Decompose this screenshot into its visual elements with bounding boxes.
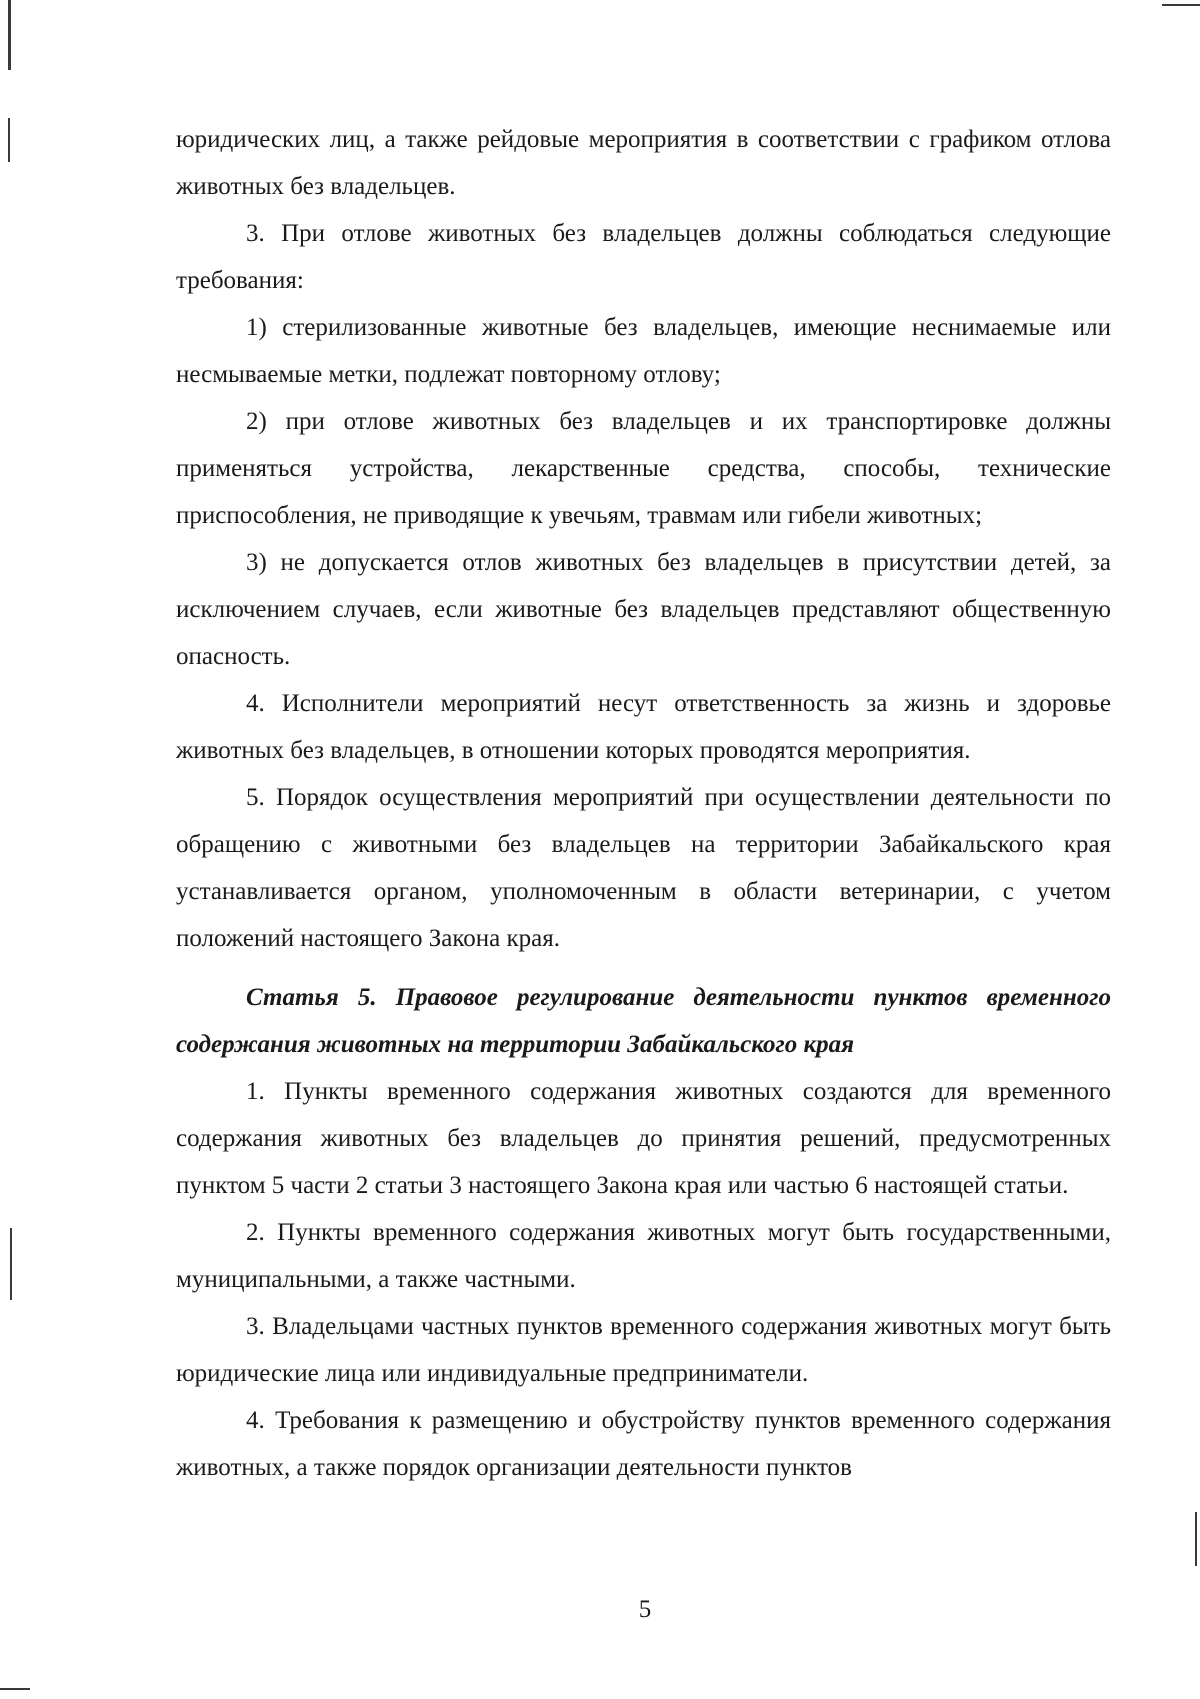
article-paragraph: 3. Владельцами частных пунктов временного содержания животных могут быть юридические лица или индивидуальные предприниматели. [176,1313,1111,1387]
article-paragraph: 4. Требования к размещению и обустройству пунктов временного содержания животных, а также порядок организации деятельности пунктов [176,1407,1111,1481]
list-item-paragraph: 1) стерилизованные животные без владельцев, имеющие неснимаемые или несмываемые метки, подлежат повторному отлову; [176,314,1111,388]
list-item-paragraph: 3) не допускается отлов животных без владельцев в присутствии детей, за исключением случаев, если животные без владельцев представляют общественную опасность. [176,549,1111,670]
scan-margin-mark [1195,1512,1197,1566]
paragraph: 4. Исполнители мероприятий несут ответственность за жизнь и здоровье животных без владельцев, в отношении которых проводятся мероприятия. [176,690,1111,764]
paragraph: 5. Порядок осуществления мероприятий при осуществлении деятельности по обращению с животными без владельцев на территории Забайкальского края устанавливается органом, уполномоченным в области ветеринарии, с учетом положений настоящего Закона края. [176,784,1111,952]
page-number: 5 [638,1596,652,1623]
scan-margin-mark [8,0,11,70]
paragraph-continuation: юридических лиц, а также рейдовые мероприятия в соответствии с графиком отлова животных без владельцев. [176,126,1111,200]
article-heading: Статья 5. Правовое регулирование деятельности пунктов временного содержания животных на территории Забайкальского края [176,984,1111,1058]
article-paragraph: 1. Пункты временного содержания животных создаются для временного содержания животных без владельцев до принятия решений, предусмотренных пунктом 5 части 2 статьи 3 настоящего Закона края или частью 6 настоящей статьи. [176,1078,1111,1199]
article-paragraph: 2. Пункты временного содержания животных могут быть государственными, муниципальными, а также частными. [176,1219,1111,1293]
scan-margin-mark [1162,4,1200,6]
list-item-paragraph: 2) при отлове животных без владельцев и их транспортировке должны применяться устройства, лекарственные средства, способы, технические приспособления, не приводящие к увечьям, травмам или гибели животных; [176,408,1111,529]
paragraph: 3. При отлове животных без владельцев должны соблюдаться следующие требования: [176,220,1111,294]
scan-margin-mark [8,118,10,162]
scan-margin-mark [0,1688,30,1690]
scan-margin-mark [10,1228,12,1300]
document-body [176,116,1111,1491]
